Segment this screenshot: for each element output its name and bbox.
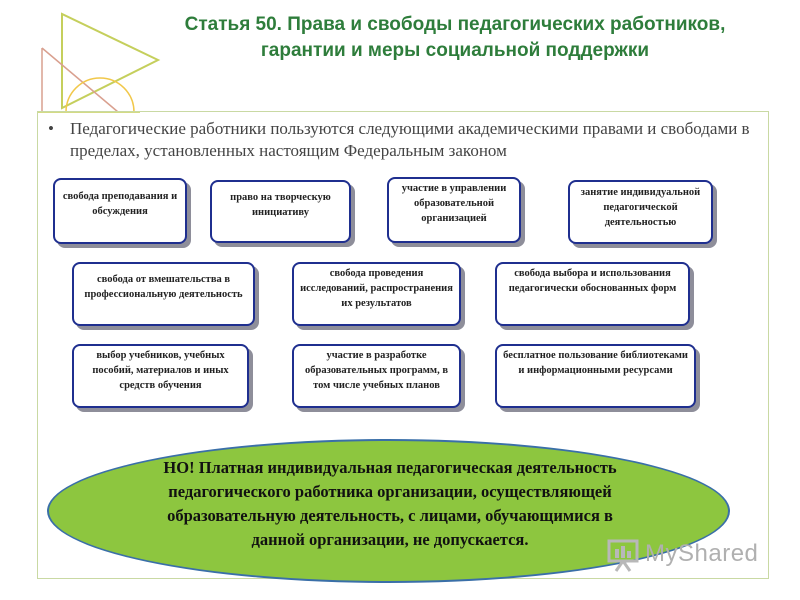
right-box: свобода проведения исследований, распространения их результатов <box>292 262 461 326</box>
page-title: Статья 50. Права и свободы педагогических работников, гарантии и меры социальной поддержки <box>184 14 726 61</box>
right-box: право на творческую инициативу <box>210 180 351 243</box>
right-box: участие в управлении образовательной организацией <box>387 177 521 243</box>
right-box: свобода от вмешательства в профессиональную деятельность <box>72 262 255 326</box>
watermark-text: MyShared <box>645 540 759 567</box>
presentation-icon <box>606 537 642 573</box>
intro-paragraph <box>48 118 768 162</box>
right-box: участие в разработке образовательных программ, в том числе учебных планов <box>292 344 461 408</box>
right-box: бесплатное пользование библиотеками и информационными ресурсами <box>495 344 696 408</box>
intro-text: Педагогические работники пользуются следующими академическими правами и свободами в пределах, установленных настоящим Федеральным законом <box>70 119 750 160</box>
right-box: выбор учебников, учебных пособий, материалов и иных средств обучения <box>72 344 249 408</box>
right-box: занятие индивидуальной педагогической деятельностью <box>568 180 713 244</box>
right-box: свобода преподавания и обсуждения <box>53 178 187 244</box>
right-box: свобода выбора и использования педагогически обоснованных форм <box>495 262 690 326</box>
bullet: • <box>48 119 54 138</box>
warning-note: НО! Платная индивидуальная педагогическая деятельность педагогического работника организации, осуществляющей образовательную деятельность, с лицами, обучающимися в данной организации, не допускается. <box>163 458 617 549</box>
